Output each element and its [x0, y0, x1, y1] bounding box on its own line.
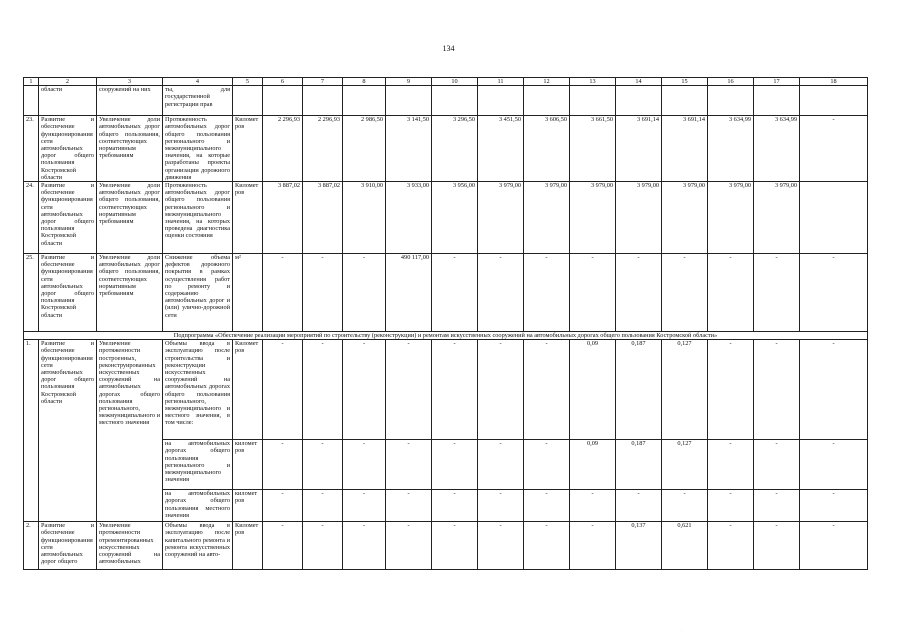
value-cell: 3 979,00 [662, 182, 708, 254]
column-header: 7 [303, 78, 343, 86]
goal-cell: области [39, 86, 97, 116]
unit-cell: м² [233, 254, 263, 332]
value-cell: - [800, 440, 868, 490]
value-cell: - [570, 490, 616, 522]
column-header: 2 [39, 78, 97, 86]
value-cell: - [386, 340, 432, 440]
value-cell: - [800, 340, 868, 440]
unit-cell: Километров [233, 116, 263, 182]
value-cell: 0,127 [662, 340, 708, 440]
value-cell: 3 661,50 [570, 116, 616, 182]
value-cell: 2 296,93 [263, 116, 303, 182]
task-cell: сооружений на них [97, 86, 163, 116]
value-cell: - [432, 440, 478, 490]
column-header: 13 [570, 78, 616, 86]
indicator-cell: Протяженность автомобильных дорог общего пользования регионального и межмуниципального значения, на которые разработаны проекты организации дорожного движения [163, 116, 233, 182]
value-cell: - [386, 440, 432, 490]
task-cell: Увеличение доли автомобильных дорог общего пользования, соответствующих нормативным требованиям [97, 116, 163, 182]
value-cell: - [524, 340, 570, 440]
value-cell: - [263, 340, 303, 440]
main-rows [24, 116, 868, 332]
column-header: 16 [708, 78, 754, 86]
value-cell: 3 956,00 [432, 182, 478, 254]
indicator-cell: Объемы ввода в эксплуатацию после капитального ремонта и ремонта искусственных сооружений на авто- [163, 522, 233, 570]
value-cell: - [303, 490, 343, 522]
column-header: 8 [343, 78, 386, 86]
value-cell: - [524, 522, 570, 570]
value-cell: - [708, 522, 754, 570]
value-cell: 3 979,00 [524, 182, 570, 254]
value-cell: - [662, 254, 708, 332]
value-cell: 3 979,00 [708, 182, 754, 254]
value-cell: - [708, 440, 754, 490]
subprogram-title: Подпрограмма «Обеспечение реализации мероприятий по строительству (реконструкции) и ремонтам искусственных сооружений на автомобильных дорогах общего пользования Костромской области» [24, 332, 868, 340]
value-cell: - [303, 522, 343, 570]
value-cell: 0,187 [616, 340, 662, 440]
value-cell: 3 141,50 [386, 116, 432, 182]
value-cell: 3 691,14 [616, 116, 662, 182]
unit-cell: Километров [233, 182, 263, 254]
value-cell: - [303, 340, 343, 440]
row-number: 24. [24, 182, 39, 254]
value-cell: - [343, 340, 386, 440]
value-cell: - [303, 440, 343, 490]
value-cell: - [263, 522, 303, 570]
value-cell: 3 296,50 [432, 116, 478, 182]
value-cell: - [570, 254, 616, 332]
value-cell: - [432, 490, 478, 522]
value-cell: - [432, 254, 478, 332]
value-cell: 3 887,02 [263, 182, 303, 254]
value-cell: - [708, 340, 754, 440]
value-cell: - [754, 254, 800, 332]
column-header: 15 [662, 78, 708, 86]
column-header: 9 [386, 78, 432, 86]
indicators-table [23, 77, 868, 570]
value-cell: - [524, 440, 570, 490]
value-cell: - [708, 490, 754, 522]
value-cell: - [754, 490, 800, 522]
value-cell: 2 986,50 [343, 116, 386, 182]
indicator-cell: Протяженность автомобильных дорог общего пользования регионального и межмуниципального значения, на которых проведена диагностика оценки состояния [163, 182, 233, 254]
value-cell: 0,621 [662, 522, 708, 570]
value-cell: - [303, 254, 343, 332]
column-header: 17 [754, 78, 800, 86]
indicator-cell: Снижение объема дефектов дорожного покрытия в рамках осуществления работ по ремонту и содержанию автомобильных дорог и (или) улично-дорожной сети [163, 254, 233, 332]
value-cell: - [754, 522, 800, 570]
value-cell: - [263, 440, 303, 490]
value-cell: 3 979,00 [616, 182, 662, 254]
value-cell: - [386, 522, 432, 570]
value-cell: - [263, 490, 303, 522]
indicator-cell: на автомобильных дорогах общего пользования местного значения [163, 490, 233, 522]
unit-cell: километров [233, 440, 263, 490]
value-cell: - [800, 254, 868, 332]
unit-cell: Километров [233, 340, 263, 440]
value-cell: 3 634,99 [708, 116, 754, 182]
value-cell: 3 634,99 [754, 116, 800, 182]
row-number: 1. [24, 340, 39, 522]
value-cell: - [343, 522, 386, 570]
value-cell: - [343, 254, 386, 332]
column-header: 4 [163, 78, 233, 86]
column-header: 5 [233, 78, 263, 86]
goal-cell: Развитие и обеспечение функционирования сети автомобильных дорог общего пользования Костромской области [39, 116, 97, 182]
goal-cell: Развитие и обеспечение функционирования сети автомобильных дорог общего [39, 522, 97, 570]
value-cell: - [754, 340, 800, 440]
value-cell: - [570, 522, 616, 570]
value-cell: 0,09 [570, 440, 616, 490]
row-number: 2. [24, 522, 39, 570]
value-cell: 0,137 [616, 522, 662, 570]
value-cell: - [263, 254, 303, 332]
value-cell: - [478, 254, 524, 332]
value-cell: - [754, 440, 800, 490]
subprogram-indicator-row [24, 522, 868, 570]
task-cell: Увеличение протяженности отремонтированных искусственных сооружений на автомобильных [97, 522, 163, 570]
value-cell: - [616, 254, 662, 332]
value-cell: - [478, 340, 524, 440]
value-cell: 3 979,00 [570, 182, 616, 254]
task-cell: Увеличение протяженности построенных, реконструированных искусственных сооружений на автомобильных дорогах общего пользования регионального, межмуниципального и местного значения [97, 340, 163, 522]
subprogram-row [24, 332, 868, 340]
column-header: 6 [263, 78, 303, 86]
goal-cell: Развитие и обеспечение функционирования сети автомобильных дорог общего пользования Костромской области [39, 340, 97, 522]
task-cell: Увеличение доли автомобильных дорог общего пользования, соответствующих нормативным требованиям [97, 254, 163, 332]
value-cell: 2 296,93 [303, 116, 343, 182]
value-cell: - [524, 490, 570, 522]
value-cell: 3 691,14 [662, 116, 708, 182]
subprogram-rows [24, 340, 868, 570]
value-cell: - [800, 116, 868, 182]
column-header: 1 [24, 78, 39, 86]
indicator-cell: Объемы ввода в эксплуатацию после строительства и реконструкции искусственных сооружений на автомобильных дорогах общего пользования регионального, межмуниципального и местного значения, в том числе: [163, 340, 233, 440]
page-number: 134 [442, 44, 455, 53]
value-cell: - [662, 490, 708, 522]
value-cell: 3 933,00 [386, 182, 432, 254]
indicator-row [24, 116, 868, 182]
value-cell: - [432, 522, 478, 570]
value-cell: 0,187 [616, 440, 662, 490]
value-cell: 490 117,00 [386, 254, 432, 332]
value-cell: 0,09 [570, 340, 616, 440]
value-cell: 3 979,00 [478, 182, 524, 254]
column-header: 14 [616, 78, 662, 86]
value-cell: - [524, 254, 570, 332]
value-cell: 3 451,50 [478, 116, 524, 182]
row-number: 23. [24, 116, 39, 182]
goal-cell: Развитие и обеспечение функционирования сети автомобильных дорог общего пользования Костромской области [39, 254, 97, 332]
value-cell: - [800, 490, 868, 522]
column-header: 3 [97, 78, 163, 86]
value-cell: - [800, 522, 868, 570]
value-cell: - [616, 490, 662, 522]
task-cell: Увеличение доли автомобильных дорог общего пользования, соответствующих нормативным требованиям [97, 182, 163, 254]
column-number-row [24, 78, 868, 86]
indicator-cell: на автомобильных дорогах общего пользования регионального и межмуниципального значения [163, 440, 233, 490]
value-cell: - [386, 490, 432, 522]
value-cell: - [343, 440, 386, 490]
indicator-cell: ты, для государственной регистрации прав [163, 86, 233, 116]
row-number: 25. [24, 254, 39, 332]
column-header: 10 [432, 78, 478, 86]
value-cell: - [478, 522, 524, 570]
value-cell: 3 910,00 [343, 182, 386, 254]
value-cell: 0,127 [662, 440, 708, 490]
goal-cell: Развитие и обеспечение функционирования сети автомобильных дорог общего пользования Костромской области [39, 182, 97, 254]
value-cell [800, 182, 868, 254]
indicator-row [24, 182, 868, 254]
value-cell: 3 606,50 [524, 116, 570, 182]
column-header: 11 [478, 78, 524, 86]
unit-cell: Километров [233, 522, 263, 570]
continuation-row [24, 86, 868, 116]
subprogram-indicator-row [24, 340, 868, 440]
column-header: 12 [524, 78, 570, 86]
value-cell: - [708, 254, 754, 332]
column-header: 18 [800, 78, 868, 86]
indicator-row [24, 254, 868, 332]
unit-cell: километров [233, 490, 263, 522]
value-cell: - [343, 490, 386, 522]
value-cell: 3 887,02 [303, 182, 343, 254]
scan-speck: · [681, 628, 683, 633]
value-cell: 3 979,00 [754, 182, 800, 254]
value-cell: - [478, 440, 524, 490]
value-cell: - [478, 490, 524, 522]
value-cell: - [432, 340, 478, 440]
